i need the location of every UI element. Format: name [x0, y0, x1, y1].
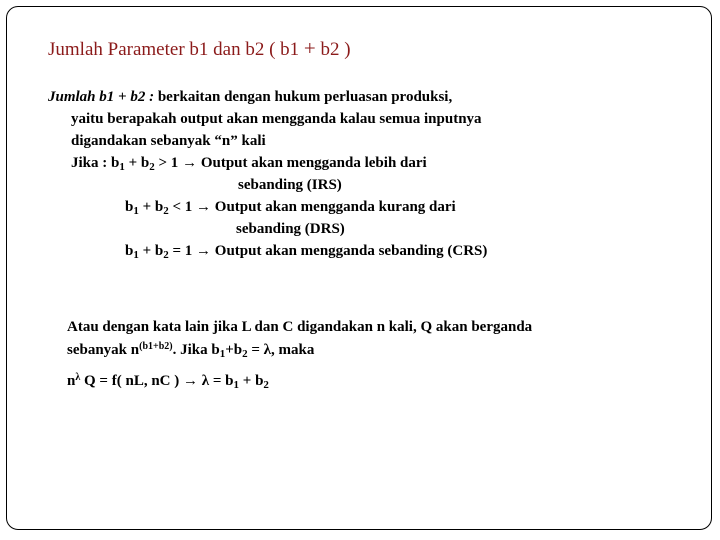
arrow-icon: →: [182, 155, 198, 171]
alt-line-2: sebanyak $n^{(b1+b2)}$. Jika $b_1+b_2 = \lambda$, maka: [67, 341, 315, 360]
formula-line: $n^\lambda$ Q = f( nL, nC ) → $\lambda = b_1 + b_2$: [67, 372, 269, 391]
definition-line-1: Jumlah b1 + b2 : berkaitan dengan hukum perluasan produksi,: [48, 89, 453, 105]
definition-line-3: digandakan sebanyak “n” kali: [71, 133, 266, 149]
definition-line-2: yaitu berapakah output akan mengganda kalau semua inputnya: [71, 111, 482, 127]
lambda-symbol: λ: [263, 342, 272, 358]
drs-continuation: sebanding (DRS): [236, 221, 345, 237]
drs-line: $b_1 + b_2 < 1$ → Output akan mengganda kurang dari: [125, 199, 456, 217]
irs-line: Jika : $b_1 + b_2 > 1$ → Output akan mengganda lebih dari: [71, 155, 427, 173]
arrow-icon: →: [183, 373, 198, 389]
arrow-icon: →: [196, 199, 212, 215]
alt-line-1: Atau dengan kata lain jika L dan C digandakan n kali, Q akan berganda: [67, 319, 533, 335]
irs-continuation: sebanding (IRS): [238, 177, 342, 193]
arrow-icon: →: [196, 243, 212, 259]
slide-frame: [6, 6, 712, 530]
slide-title: Jumlah Parameter b1 dan b2 ( b1 + b2 ): [48, 36, 351, 60]
crs-line: $b_1 + b_2 = 1$ → Output akan mengganda sebanding (CRS): [125, 243, 488, 261]
